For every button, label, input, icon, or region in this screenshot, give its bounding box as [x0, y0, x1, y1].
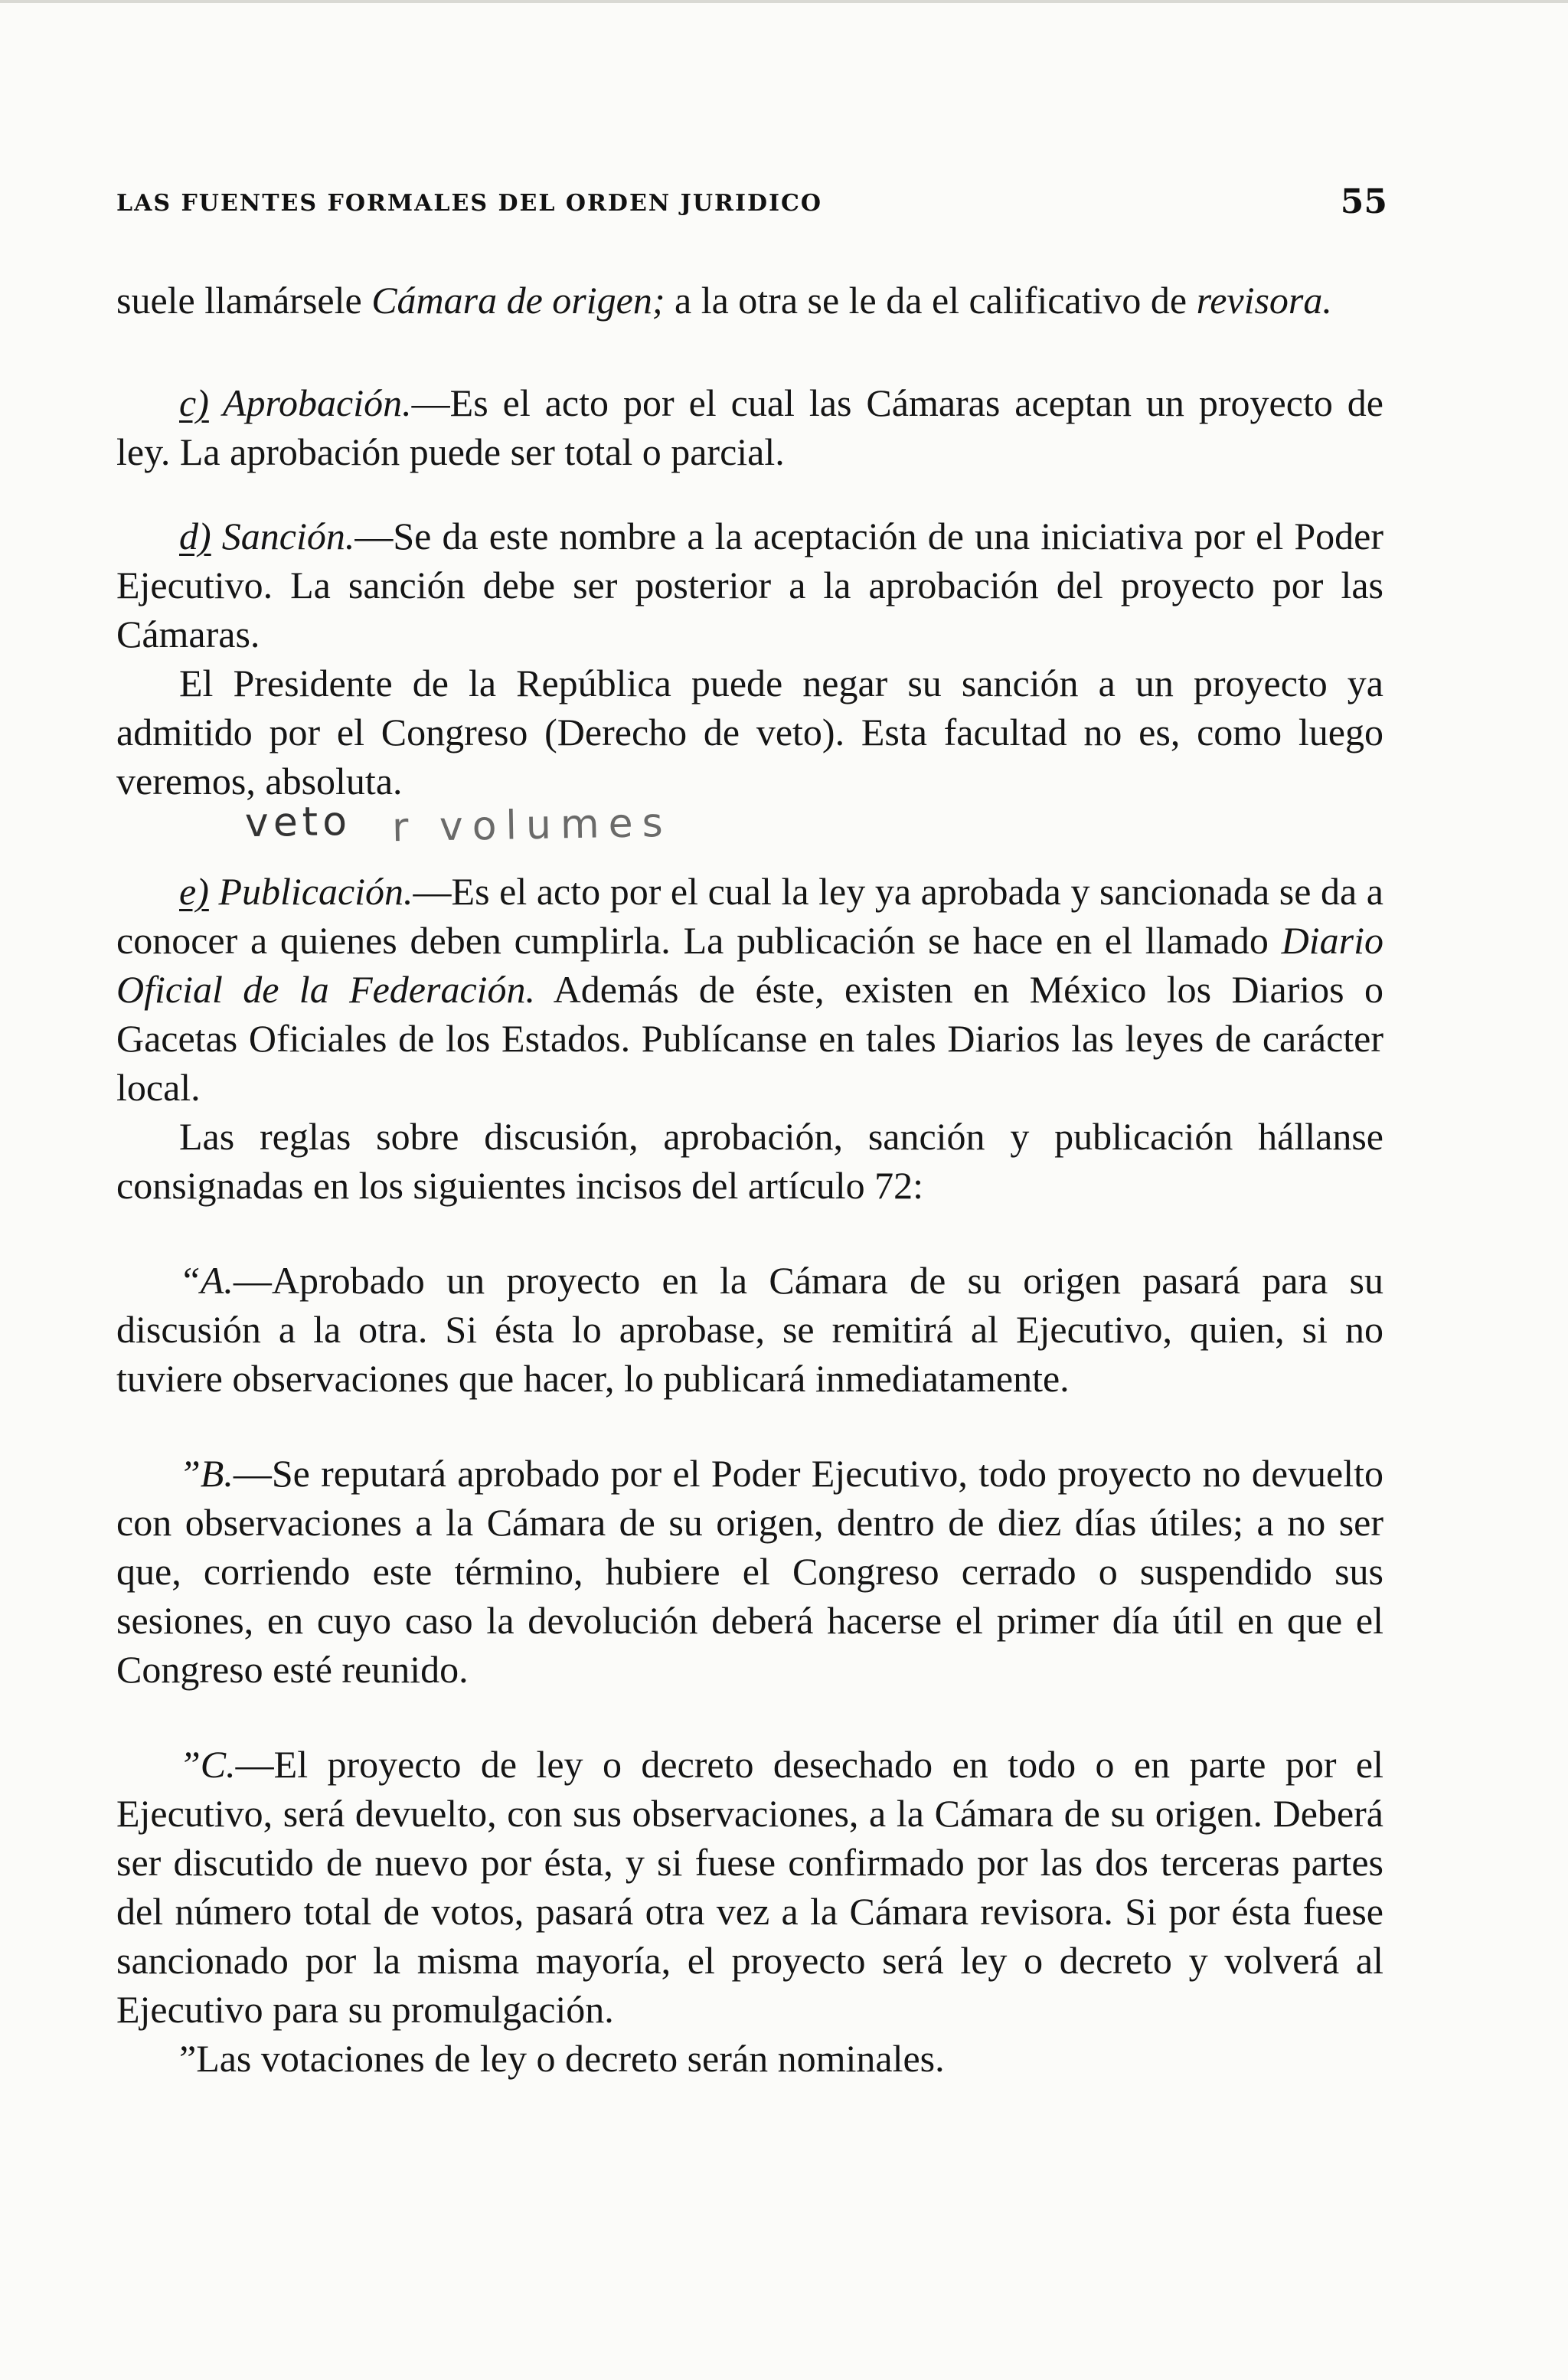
clause-label-a: “A.: [179, 1259, 234, 1302]
paragraph-article-rules: Las reglas sobre discusión, aprobación, sanción y publicación hállanse consignadas en los siguientes incisos del artículo 72:: [116, 1115, 1383, 1207]
paragraph-veto: El Presidente de la República puede negar su sanción a un proyecto ya admitido por el Congreso (Derecho de veto). Esta facultad no es, como luego veremos, absoluta.: [116, 662, 1383, 803]
section-title-aprobacion: Aprobación.: [208, 381, 412, 424]
quoted-clause-c: [116, 1740, 1383, 2034]
page-header: [116, 182, 1387, 228]
section-label-c: c): [179, 381, 209, 424]
paragraph-aprobacion: [116, 378, 1383, 476]
section-body-publicacion-1: —Es el acto por el cual la ley ya aprobada y sancionada se da a conocer a quienes deben cumplirla. La publicación se hace en el llamado: [116, 870, 1383, 962]
paragraph-publicacion: [116, 867, 1383, 1112]
paragraph-votaciones: ”Las votaciones de ley o decreto serán nominales.: [179, 2037, 945, 2080]
section-body-publicacion-2: Además de éste, existen en México los Diarios o Gacetas Oficiales de los Estados. Publícanse en tales Diarios las leyes de carácter local.: [116, 968, 1384, 1109]
intro-text-prefix: suele llamársele: [116, 279, 372, 322]
intro-text-middle: a la otra se le da el calificativo de: [665, 279, 1197, 322]
quoted-clause-a: [116, 1256, 1383, 1403]
section-body-sancion: —Se da este nombre a la aceptación de una iniciativa por el Poder Ejecutivo. La sanción debe ser posterior a la aprobación del proyecto por las Cámaras.: [116, 515, 1383, 655]
official-gazette-title: Diario Oficial de la Federación.: [116, 919, 1383, 1011]
clause-body-a: —Aprobado un proyecto en la Cámara de su origen pasará para su discusión a la otra. Si ésta lo aprobase, se remitirá al Ejecutivo, quien, si no tuviere observaciones que hacer, lo publicará inmediatamente.: [116, 1259, 1383, 1400]
section-title-sancion: Sanción.: [211, 515, 355, 557]
body-text: [116, 276, 1383, 2083]
handwritten-mark-veto: veto: [244, 798, 352, 847]
section-title-publicacion: Publicación.: [208, 870, 413, 913]
clause-body-c: —El proyecto de ley o decreto desechado en todo o en parte por el Ejecutivo, será devuelto, con sus observaciones, a la Cámara de su origen. Deberá ser discutido de nuevo por ésta, y si fuese confirmado por las dos terceras partes del número total de votos, pasará otra vez a la Cámara revisora. Si por ésta fuese sancionado por la misma mayoría, el proyecto será ley o decreto y volverá al Ejecutivo para su promulgación.: [116, 1743, 1383, 2031]
clause-label-c: ”C.: [179, 1743, 236, 1786]
handwritten-mark-volumes: r volumes: [391, 799, 673, 852]
quoted-clause-b: [116, 1449, 1383, 1694]
top-scan-edge: [0, 0, 1568, 3]
section-label-d: d): [179, 515, 211, 557]
intro-italic-end: revisora.: [1196, 279, 1332, 322]
section-body-aprobacion: —Es el acto por el cual las Cámaras aceptan un proyecto de ley. La aprobación puede ser total o parcial.: [116, 381, 1384, 473]
section-label-e: e): [179, 870, 209, 913]
running-head: LAS FUENTES FORMALES DEL ORDEN JURIDICO: [116, 190, 823, 217]
handwritten-note: [116, 798, 1383, 865]
clause-body-b: —Se reputará aprobado por el Poder Ejecutivo, todo proyecto no devuelto con observaciones a la Cámara de su origen, dentro de diez días útiles; a no ser que, corriendo este término, hubiere el Congreso cerrado o suspendido sus sesiones, en cuyo caso la devolución deberá hacerse el primer día útil en que el Congreso esté reunido.: [116, 1452, 1383, 1691]
paragraph-intro: [116, 276, 1383, 325]
clause-label-b: ”B.: [179, 1452, 234, 1495]
page-number: 55: [1340, 182, 1387, 221]
intro-italic-term: Cámara de origen;: [371, 279, 665, 322]
paragraph-sancion: [116, 512, 1383, 659]
